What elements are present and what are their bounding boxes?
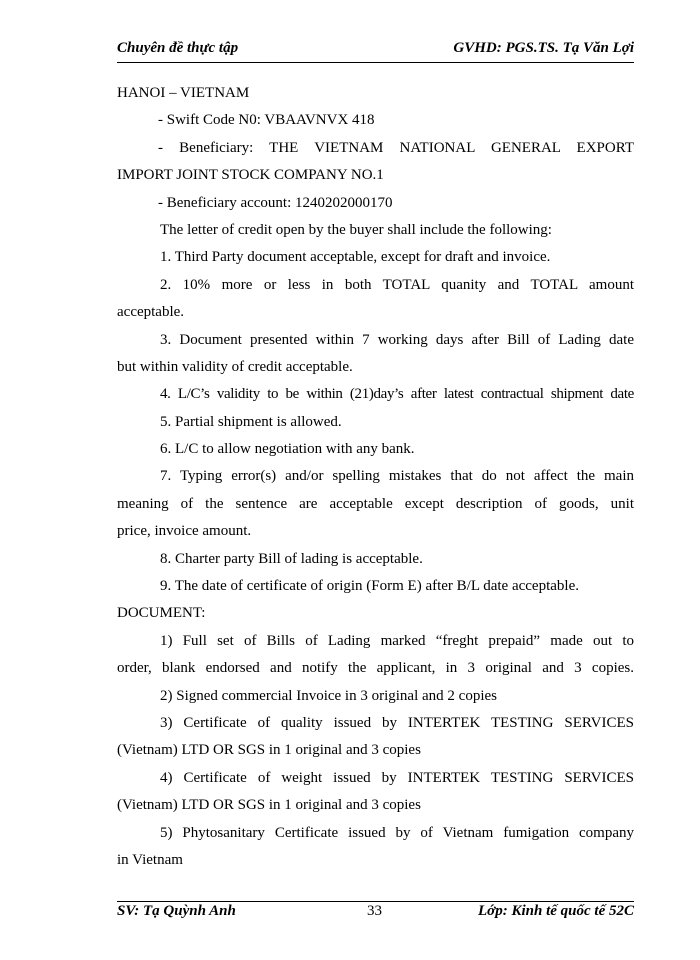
page-body	[117, 80, 634, 874]
text-line: - Swift Code N0: VBAAVNVX 418	[158, 112, 375, 129]
text-line: (Vietnam) LTD OR SGS in 1 original and 3 copies	[117, 742, 421, 759]
text-line: 9. The date of certificate of origin (Form E) after B/L date acceptable.	[160, 578, 579, 595]
text-line: 1) Full set of Bills of Lading marked “freght prepaid” made out to	[160, 632, 634, 649]
footer-rule	[117, 901, 634, 902]
footer-student: SV: Tạ Quỳnh Anh	[117, 903, 236, 919]
text-line: - Beneficiary: THE VIETNAM NATIONAL GENERAL EXPORT	[158, 139, 634, 156]
footer-class: Lớp: Kinh tế quốc tế 52C	[478, 903, 634, 919]
text-line: meaning of the sentence are acceptable except description of goods, unit	[117, 495, 634, 512]
text-line: in Vietnam	[117, 851, 183, 868]
header-right-supervisor: GVHD: PGS.TS. Tạ Văn Lợi	[453, 40, 634, 56]
text-line: - Beneficiary account: 1240202000170	[158, 194, 393, 211]
text-line: order, blank endorsed and notify the applicant, in 3 original and 3 copies.	[117, 660, 634, 677]
text-line: 1. Third Party document acceptable, except for draft and invoice.	[160, 249, 551, 266]
page-number: 33	[367, 903, 382, 919]
text-line: HANOI – VIETNAM	[117, 85, 250, 101]
text-line: but within validity of credit acceptable.	[117, 358, 353, 375]
text-line: 3. Document presented within 7 working days after Bill of Lading date	[160, 331, 634, 348]
text-line: 3) Certificate of quality issued by INTERTEK TESTING SERVICES	[160, 714, 634, 731]
text-line: 4. L/C’s validity to be within (21)day’s after latest contractual shipment date	[160, 386, 634, 403]
text-line: 5. Partial shipment is allowed.	[160, 413, 342, 430]
text-line: 6. L/C to allow negotiation with any bank.	[160, 441, 415, 458]
text-line: 7. Typing error(s) and/or spelling mistakes that do not affect the main	[160, 468, 634, 485]
text-line: 5) Phytosanitary Certificate issued by of Vietnam fumigation company	[160, 824, 634, 841]
section-heading: DOCUMENT:	[117, 605, 206, 622]
text-line: (Vietnam) LTD OR SGS in 1 original and 3 copies	[117, 797, 421, 814]
text-line: 4) Certificate of weight issued by INTERTEK TESTING SERVICES	[160, 769, 634, 786]
text-line: 2. 10% more or less in both TOTAL quanity and TOTAL amount	[160, 276, 634, 293]
text-line: 2) Signed commercial Invoice in 3 original and 2 copies	[160, 687, 497, 704]
text-line: acceptable.	[117, 304, 185, 321]
text-line: IMPORT JOINT STOCK COMPANY NO.1	[117, 167, 384, 184]
header-left-title: Chuyên đề thực tập	[117, 40, 239, 56]
text-line: The letter of credit open by the buyer shall include the following:	[160, 221, 552, 238]
text-line: 8. Charter party Bill of lading is acceptable.	[160, 550, 423, 567]
header-rule	[117, 62, 634, 63]
text-line: price, invoice amount.	[117, 523, 252, 540]
